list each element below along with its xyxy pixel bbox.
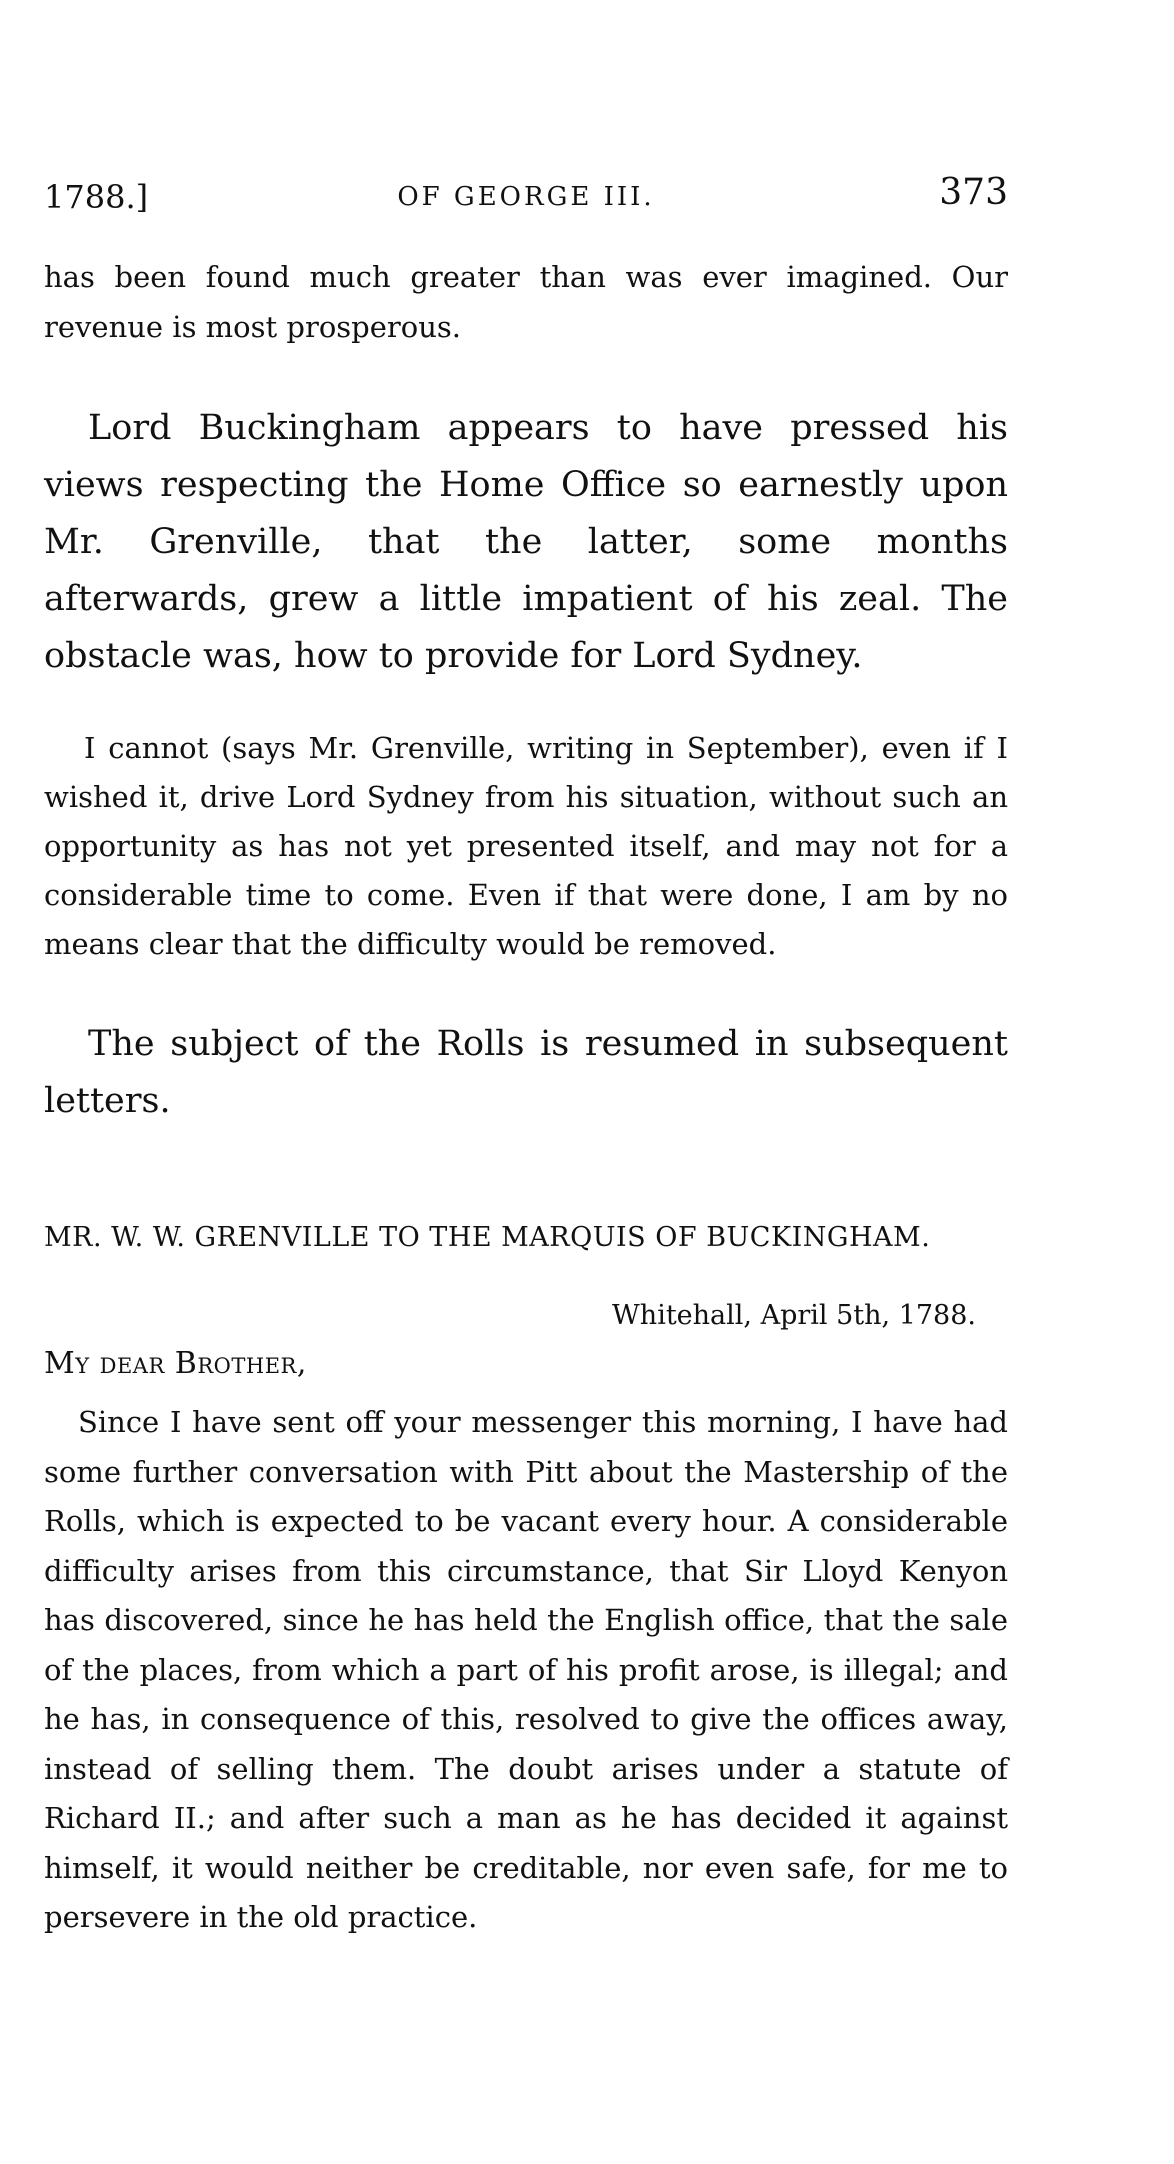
- previous-letter-ending: has been found much greater than was ever imagined. Our revenue is most prosperous.: [44, 260, 1008, 344]
- page-number: 373: [939, 172, 1008, 213]
- quoted-passage: I cannot (says Mr. Grenville, writing in September), even if I wished it, drive Lord Sydney from his situation, without such an opportunity as has not yet presented itself, and may not for a considerable time to come. Even if that were done, I am by no means clear that the difficulty would be removed.: [44, 731, 1008, 961]
- letter-heading: MR. W. W. GRENVILLE TO THE MARQUIS OF BUCKINGHAM.: [44, 1222, 931, 1253]
- narrative-paragraph: Lord Buckingham appears to have pressed his views respecting the Home Office so earnestly upon Mr. Grenville, that the latter, some months afterwards, grew a little impatient of his zeal. The obstacle was, how to provide for Lord Sydney.: [44, 408, 1008, 676]
- running-head: [44, 172, 1008, 222]
- letter-dateline: Whitehall, April 5th, 1788.: [612, 1300, 976, 1331]
- running-head-title: OF GEORGE III.: [397, 182, 655, 212]
- narrative-paragraph: The subject of the Rolls is resumed in subsequent letters.: [44, 1024, 1008, 1121]
- letter-salutation: My dear Brother,: [44, 1346, 307, 1381]
- letter-body: Since I have sent off your messenger this morning, I have had some further conversation with Pitt about the Mastership of the Rolls, which is expected to be vacant every hour. A considerable difficulty arises from this circumstance, that Sir Lloyd Kenyon has discovered, since he has held the English office, that the sale of the places, from which a part of his profit arose, is illegal; and he has, in consequence of this, resolved to give the offices away, instead of selling them. The doubt arises under a statute of Richard II.; and after such a man as he has decided it against himself, it would neither be creditable, nor even safe, for me to persevere in the old practice.: [44, 1405, 1008, 1934]
- running-head-year: 1788.]: [44, 178, 149, 216]
